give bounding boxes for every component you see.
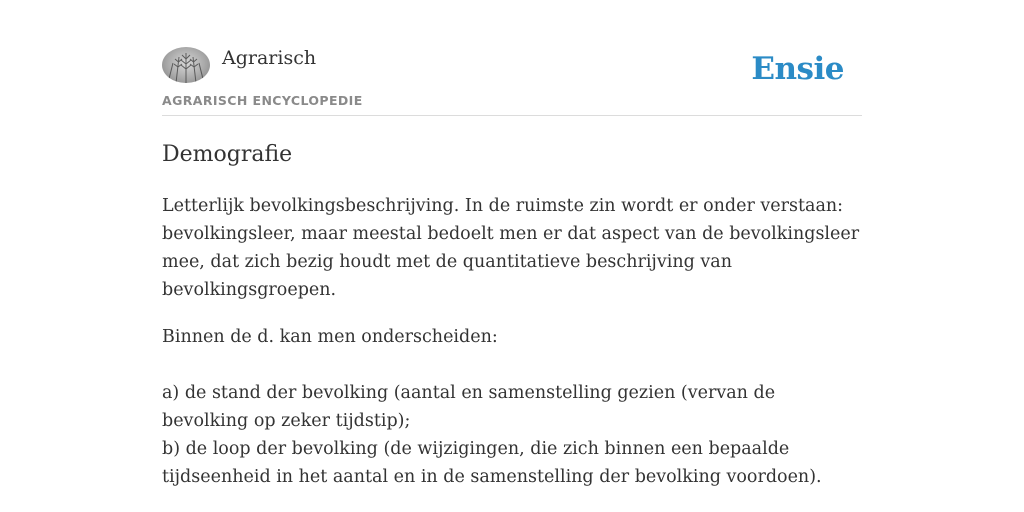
article-paragraph: b) de loop der bevolking (de wijzigingen, die zich binnen een bepaalde tijdseenheid in het aantal en in de samenstelling der bevolking voordoen). [162,439,822,487]
page-title: Demografie [162,142,293,167]
site-subtitle: AGRARISCH ENCYCLOPEDIE [162,93,363,108]
article-paragraph: Binnen de d. kan men onderscheiden: [162,327,498,347]
page [162,0,862,487]
article-paragraph: Letterlijk bevolkingsbeschrijving. In de ruimste zin wordt er onder verstaan: bevolkingsleer, maar meestal bedoelt men er dat aspect van de bevolkingsleer mee, dat zich bezig houdt met de quantitatieve beschrijving van bevolkingsgroepen. [162,196,860,300]
site-name[interactable]: Agrarisch [222,47,317,69]
wheat-icon[interactable] [162,47,210,83]
article-paragraph: a) de stand der bevolking (aantal en samenstelling gezien (vervan de bevolking op zeker tijdstip); [162,383,776,431]
brand-logo[interactable]: Ensie [751,51,844,87]
header [162,0,862,116]
